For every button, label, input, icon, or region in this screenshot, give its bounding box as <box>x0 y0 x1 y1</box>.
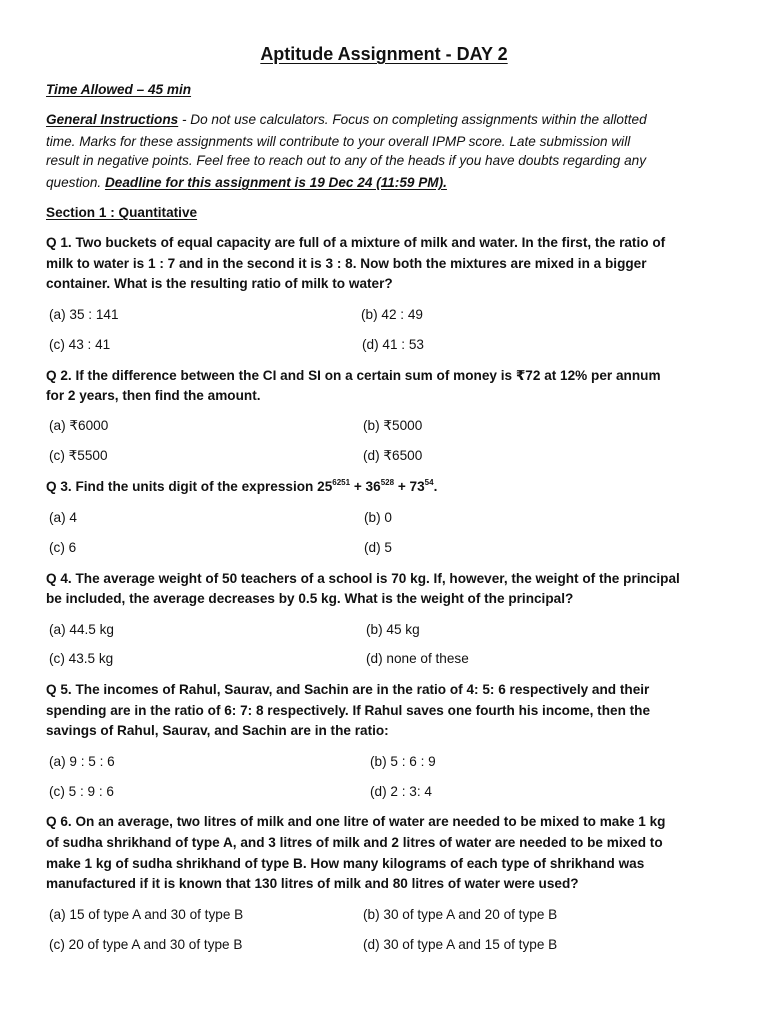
question-6-line-4: manufactured if it is known that 130 litres of milk and 80 litres of water were used? <box>46 876 579 891</box>
question-1-option-c: (c) 43 : 41 <box>49 337 111 352</box>
instructions-line-4 <box>46 175 447 191</box>
question-6-option-b: (b) 30 of type A and 20 of type B <box>363 907 558 922</box>
question-5-option-d: (d) 2 : 3: 4 <box>370 784 432 799</box>
instructions-text-4: question. <box>46 175 105 190</box>
question-6-option-c: (c) 20 of type A and 30 of type B <box>49 937 243 952</box>
question-4-line-1: Q 4. The average weight of 50 teachers of a school is 70 kg. If, however, the weight of the principal <box>46 571 680 586</box>
question-3-option-b: (b) 0 <box>364 510 392 525</box>
exponent-1: 6251 <box>332 478 351 487</box>
question-6-line-2: of sudha shrikhand of type A, and 3 litres of milk and 2 litres of water are needed to be mixed to <box>46 835 663 850</box>
question-3-term-3: + 73 <box>394 479 425 494</box>
instructions-text-1: - Do not use calculators. Focus on completing assignments within the allotted <box>178 112 647 127</box>
question-6-option-d: (d) 30 of type A and 15 of type B <box>363 937 558 952</box>
exponent-3: 54 <box>424 478 434 487</box>
instructions-line-2: time. Marks for these assignments will contribute to your overall IPMP score. Late submission will <box>46 134 631 149</box>
instructions-line-3: result in negative points. Feel free to reach out to any of the heads if you have doubts regarding any <box>46 153 647 168</box>
question-4-option-c: (c) 43.5 kg <box>49 651 114 666</box>
question-2-line-2: for 2 years, then find the amount. <box>46 388 261 403</box>
question-5-option-c: (c) 5 : 9 : 6 <box>49 784 114 799</box>
question-6-line-3: make 1 kg of sudha shrikhand of type B. How many kilograms of each type of shrikhand was <box>46 856 645 871</box>
question-3-option-c: (c) 6 <box>49 540 77 555</box>
question-6-option-a: (a) 15 of type A and 30 of type B <box>49 907 244 922</box>
question-6-line-1: Q 6. On an average, two litres of milk and one litre of water are needed to be mixed to make 1 kg <box>46 814 666 829</box>
question-4-line-2: be included, the average decreases by 0.5 kg. What is the weight of the principal? <box>46 591 574 606</box>
question-3-text: Q 3. Find the units digit of the expression 25 <box>46 479 333 494</box>
question-1-line-2: milk to water is 1 : 7 and in the second it is 3 : 8. Now both the mixtures are mixed in a bigger <box>46 256 647 271</box>
question-3-suffix: . <box>433 479 438 494</box>
question-5-line-3: savings of Rahul, Saurav, and Sachin are in the ratio: <box>46 723 389 738</box>
question-4-option-d: (d) none of these <box>366 651 469 666</box>
question-4-option-b: (b) 45 kg <box>366 622 420 637</box>
question-5-option-b: (b) 5 : 6 : 9 <box>370 754 436 769</box>
question-2-option-b: (b) ₹5000 <box>363 418 423 433</box>
question-1-line-1: Q 1. Two buckets of equal capacity are full of a mixture of milk and water. In the first, the ratio of <box>46 235 666 250</box>
question-3-term-2: + 36 <box>350 479 381 494</box>
time-allowed: Time Allowed – 45 min <box>46 82 192 97</box>
question-2-option-c: (c) ₹5500 <box>49 448 108 463</box>
exponent-2: 528 <box>380 478 395 487</box>
question-3-line-1 <box>46 479 437 495</box>
question-1-option-d: (d) 41 : 53 <box>362 337 424 352</box>
instructions-line-1 <box>46 112 647 128</box>
deadline-text: Deadline for this assignment is 19 Dec 24 (11:59 PM). <box>104 175 447 190</box>
question-2-option-d: (d) ₹6500 <box>363 448 423 463</box>
question-2-option-a: (a) ₹6000 <box>49 418 109 433</box>
instructions-label: General Instructions <box>46 112 179 127</box>
question-3-option-d: (d) 5 <box>364 540 392 555</box>
question-5-option-a: (a) 9 : 5 : 6 <box>49 754 115 769</box>
question-4-option-a: (a) 44.5 kg <box>49 622 114 637</box>
section-heading: Section 1 : Quantitative <box>46 205 198 220</box>
question-5-line-2: spending are in the ratio of 6: 7: 8 respectively. If Rahul saves one fourth his income, then the <box>46 703 651 718</box>
question-2-line-1: Q 2. If the difference between the CI and SI on a certain sum of money is ₹72 at 12% per annum <box>46 368 661 383</box>
question-5-line-1: Q 5. The incomes of Rahul, Saurav, and Sachin are in the ratio of 4: 5: 6 respectively and their <box>46 682 650 697</box>
question-1-option-b: (b) 42 : 49 <box>361 307 423 322</box>
page-title: Aptitude Assignment - DAY 2 <box>260 44 508 64</box>
question-3-option-a: (a) 4 <box>49 510 77 525</box>
question-1-line-3: container. What is the resulting ratio of milk to water? <box>46 276 393 291</box>
question-1-option-a: (a) 35 : 141 <box>49 307 119 322</box>
